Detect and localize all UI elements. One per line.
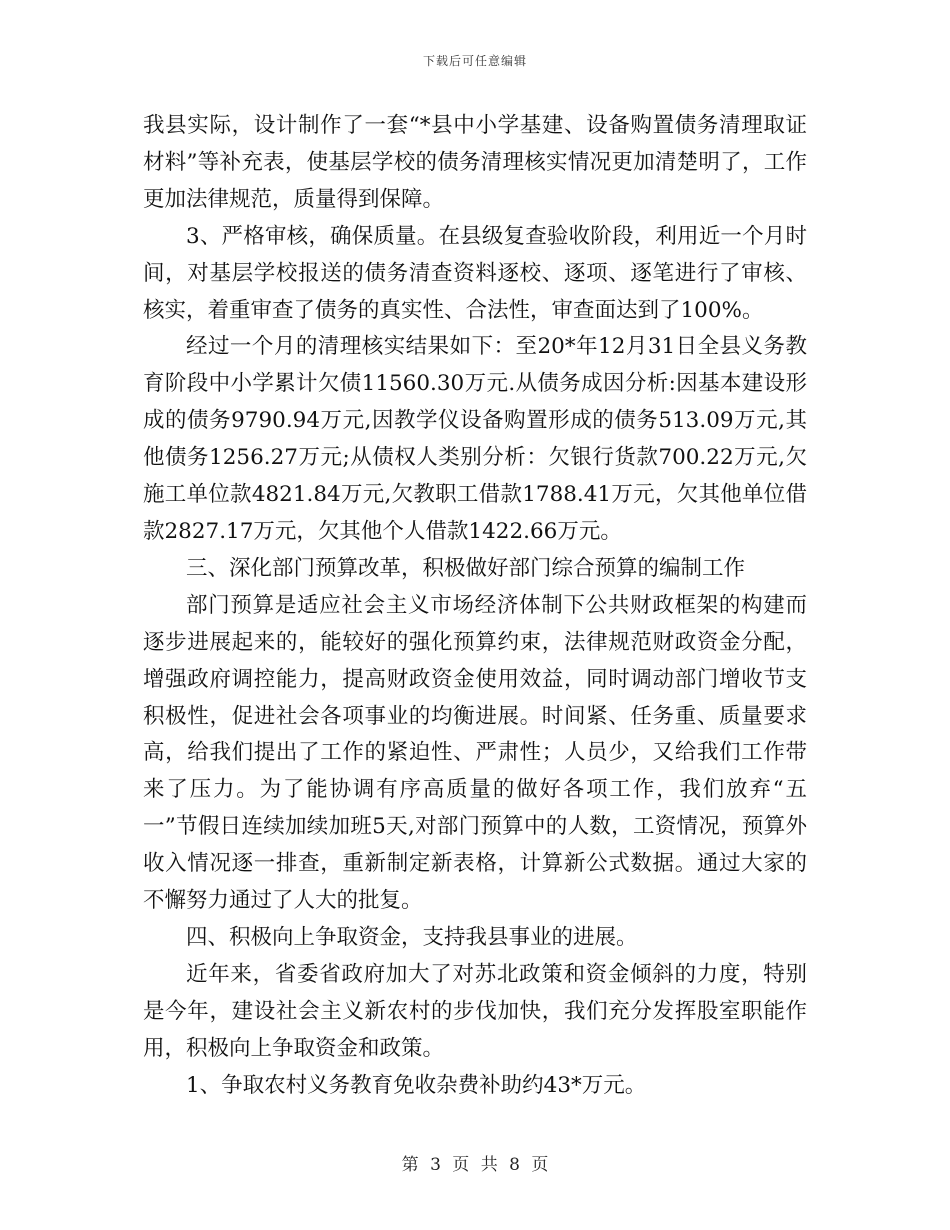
document-body [143,108,807,1104]
section-heading: 三、深化部门预算改革，积极做好部门综合预算的编制工作 [186,555,746,581]
paragraph: 我县实际，设计制作了一套“*县中小学基建、设备购置债务清理取证材料”等补充表，使基层学校的债务清理核实情况更加清楚明了，工作更加法律规范，质量得到保障。 [143,113,807,212]
paragraph: 近年来，省委省政府加大了对苏北政策和资金倾斜的力度，特别是今年，建设社会主义新农村的步伐加快，我们充分发挥股室职能作用，积极向上争取资金和政策。 [143,961,807,1061]
paragraph: 1、争取农村义务教育免收杂费补助约43*万元。 [186,1072,647,1098]
paragraph: 3、严格审核，确保质量。在县级复查验收阶段，利用近一个月时间，对基层学校报送的债务清查资料逐校、逐项、逐笔进行了审核、核实，着重审查了债务的真实性、合法性，审查面达到了100%。 [143,223,807,323]
section-heading: 四、积极向上争取资金，支持我县事业的进展。 [186,924,638,950]
page-header: 下载后可任意编辑 [422,54,527,68]
paragraph: 经过一个月的清理核实结果如下：至20*年12月31日全县义务教育阶段中小学累计欠债11560.30万元.从债务成因分析:因基本建设形成的债务9790.94万元,因教学仪设备购置形成的债务513.09万元,其他债务1256.27万元;从债权人类别分析：欠银行货款700.22万元,欠施工单位款4821.84万元,欠教职工借款1788.41万元，欠其他单位借款2827.17万元，欠其他个人借款1422.66万元。 [143,334,807,544]
paragraph: 部门预算是适应社会主义市场经济体制下公共财政框架的构建而逐步进展起来的，能较好的强化预算约束，法律规范财政资金分配，增强政府调控能力，提高财政资金使用效益，同时调动部门增收节支积极性，促进社会各项事业的均衡进展。时间紧、任务重、质量要求高，给我们提出了工作的紧迫性、严肃性；人员少，又给我们工作带来了压力。为了能协调有序高质量的做好各项工作，我们放弃“五一”节假日连续加续加班5天,对部门预算中的人数，工资情况，预算外收入情况逐一排查，重新制定新表格，计算新公式数据。通过大家的不懈努力通过了人大的批复。 [143,592,807,914]
page-number: 第 3 页 共 8 页 [401,1155,549,1175]
